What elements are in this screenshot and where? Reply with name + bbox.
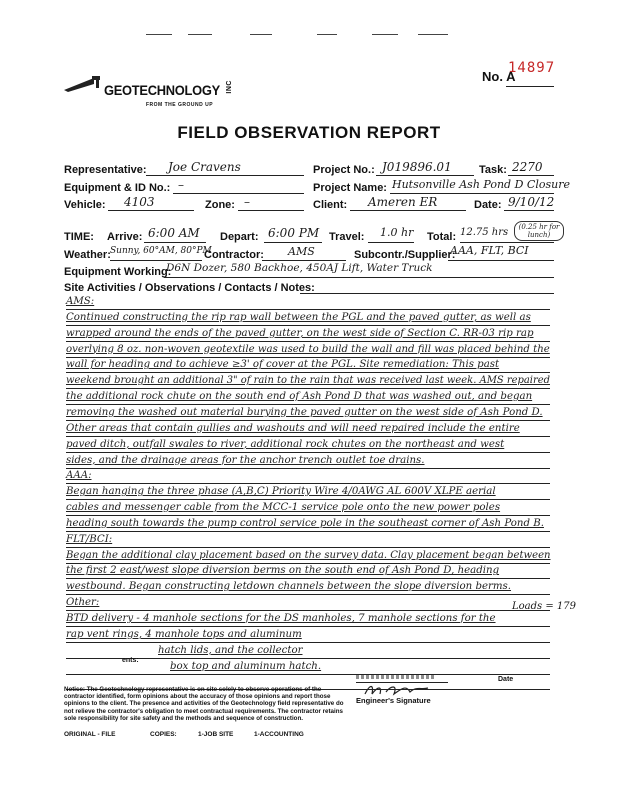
date-label: Date: (474, 199, 502, 211)
report-number-label: No. A (482, 69, 516, 84)
contractor-label: Contractor: (204, 249, 264, 261)
weather-value: Sunny, 60°AM, 80°PM (110, 246, 212, 256)
logo-mark-icon (64, 76, 104, 96)
equipment-working-value: D6N Dozer, 580 Backhoe, 450AJ Lift, Water Truck (166, 262, 433, 274)
notes-line: wall for heading and to achieve ≥3' of cover at the PGL. Site remediation: This past (66, 359, 500, 371)
contractor-underline (262, 259, 346, 261)
notes-ruled-line (66, 594, 550, 595)
notes-line: weekend brought an additional 3" of rain to the rain that was received last week. AMS repaired (66, 375, 550, 387)
company-name: GEOTECHNOLOGY (104, 82, 220, 98)
scan-mark (250, 34, 272, 35)
vehicle-value: 4103 (124, 195, 155, 209)
company-logo (64, 76, 244, 116)
notes-ruled-line (66, 468, 550, 469)
date-signature-label: Date (498, 676, 514, 683)
notes-ruled-line (66, 452, 550, 453)
weather-label: Weather: (64, 249, 111, 261)
notes-line: FLT/BCI: (66, 533, 113, 545)
task-label: Task: (479, 164, 507, 176)
total-value: 12.75 hrs (460, 227, 509, 238)
equipment-id-label: Equipment & ID No.: (64, 182, 171, 194)
equipment-working-label: Equipment Working: (64, 266, 172, 278)
notes-ruled-line (66, 341, 550, 342)
notes-ruled-line (66, 404, 550, 405)
notes-ruled-line (66, 499, 550, 500)
notes-ruled-line (66, 309, 550, 310)
total-label: Total: (427, 231, 457, 243)
notes-line: AMS: (66, 296, 95, 307)
notes-line: Other: (66, 597, 100, 609)
equipment-id-value: – (178, 178, 184, 192)
notes-ruled-line (66, 626, 550, 627)
scan-mark (372, 34, 398, 35)
depart-label: Depart: (220, 231, 259, 243)
weather-underline (110, 259, 202, 261)
vehicle-label: Vehicle: (64, 199, 106, 211)
zone-label: Zone: (205, 199, 235, 211)
notes-line: Began the additional clay placement based on the survey data. Clay placement began between (66, 549, 551, 561)
representative-underline (146, 174, 304, 176)
notes-line: Began hanging the three phase (A,B,C) Priority Wire 4/0AWG AL 600V XLPE aerial (66, 486, 496, 498)
notes-ruled-line (66, 578, 550, 579)
copies-label: COPIES: (150, 731, 177, 738)
loads-note: Loads = 179 (512, 601, 576, 612)
subcontractor-underline (448, 259, 554, 261)
total-note: (0.25 hr for lunch) (514, 221, 564, 241)
notes-line: rap vent rings, 4 manhole tops and aluminum (66, 628, 302, 640)
contractor-value: AMS (288, 245, 315, 258)
notes-line: overlying 8 oz. non-woven geotextile was used to build the wall and fill was placed behind the (66, 343, 550, 355)
attachments-label: ents: (122, 657, 139, 664)
copy-accounting: 1-ACCOUNTING (254, 731, 304, 738)
notes-ruled-line (66, 642, 550, 643)
notes-line: BTD delivery - 4 manhole sections for the DS manholes, 7 manhole sections for the (66, 613, 496, 624)
arrive-underline (144, 241, 206, 243)
notes-ruled-line (66, 563, 550, 564)
total-underline (460, 241, 554, 243)
notes-line: Other areas that contain gullies and washouts and will need repaired include the entire (66, 422, 520, 434)
notes-ruled-line (66, 372, 550, 373)
project-no-label: Project No.: (313, 164, 375, 176)
task-value: 2270 (512, 160, 543, 174)
notes-ruled-line (66, 388, 550, 389)
notes-line: removing the washed out material burying the paved gutter on the west side of Ash Pond D. (66, 406, 543, 418)
project-name-value: Hutsonville Ash Pond D Closure (392, 178, 570, 191)
notes-line: the additional rock chute on the south end of Ash Pond D that was washed out, and began (66, 391, 533, 403)
notes-ruled-line (66, 436, 550, 437)
client-underline (350, 209, 466, 211)
date-signature-line (498, 674, 550, 675)
representative-value: Joe Cravens (168, 160, 241, 174)
notes-section-label: Site Activities / Observations / Contacts / Notes: (64, 282, 315, 294)
vehicle-underline (108, 209, 194, 211)
task-underline (508, 174, 554, 176)
project-no-underline (376, 174, 474, 176)
arrive-value: 6:00 AM (148, 226, 200, 240)
travel-label: Travel: (329, 231, 365, 243)
equipment-working-underline (164, 276, 554, 278)
equipment-id-underline (173, 192, 304, 194)
scan-mark (317, 34, 337, 35)
original-file-label: ORIGINAL - FILE (64, 731, 116, 738)
notes-ruled-line (66, 547, 550, 548)
notes-ruled-line (66, 674, 550, 675)
date-value: 9/10/12 (508, 195, 555, 209)
company-tagline: FROM THE GROUND UP (146, 102, 214, 108)
travel-underline (368, 241, 414, 243)
project-no-value: J019896.01 (382, 160, 452, 174)
notes-ruled-line (66, 515, 550, 516)
company-suffix: INC (226, 80, 233, 94)
notice-text: Notice: The Geotechnology representative is on site solely to observe operations of the contractor identified, form opinions about the accuracy of those opinions and report those opinions to the client. The presence and activities of the Geotechnology field representative do not relieve the contractor's obligation to meet contractual requirements. The contractor retains sole responsibility for site safety and the methods and sequence of construction. (64, 686, 344, 722)
scan-mark (146, 34, 172, 35)
zone-value: – (244, 195, 250, 209)
representative-label: Representative: (64, 164, 147, 176)
project-name-underline (390, 192, 554, 194)
date-underline (504, 209, 554, 211)
notes-line: Continued constructing the rip rap wall between the PGL and the paved gutter, as well as (66, 311, 531, 323)
project-name-label: Project Name: (313, 182, 387, 194)
notes-ruled-line (66, 531, 550, 532)
notes-line: hatch lids, and the collector (158, 644, 303, 656)
depart-underline (264, 241, 322, 243)
notes-ruled-line (66, 357, 550, 358)
travel-value: 1.0 hr (380, 226, 414, 239)
notes-line: AAA: (66, 470, 92, 482)
engineer-signature-label: Engineer's Signature (356, 696, 431, 705)
notes-ruled-line (66, 610, 550, 611)
page-title: FIELD OBSERVATION REPORT (177, 123, 441, 142)
notes-ruled-line (66, 420, 550, 421)
depart-value: 6:00 PM (268, 226, 320, 240)
notes-ruled-line (66, 325, 550, 326)
notes-line: the first 2 east/west slope diversion berms on the south end of Ash Pond D, heading (66, 565, 500, 577)
arrive-label: Arrive: (107, 231, 143, 243)
notes-line: paved ditch, outfall swales to river, additional rock chutes on the northeast and west (66, 438, 505, 450)
notes-header-underline (300, 292, 554, 294)
notes-line: westbound. Began constructing letdown channels between the slope diversion berms. (66, 581, 512, 593)
subcontractor-value: AAA, FLT, BCI (450, 244, 529, 257)
notes-line: cables and messenger cable from the MCC-1 service pole onto the new power poles (66, 502, 501, 514)
notes-line: wrapped around the ends of the paved gutter, on the west side of Section C. RR-03 rip rap (66, 327, 534, 339)
notes-line: box top and aluminum hatch. (170, 660, 322, 672)
scan-mark (188, 34, 212, 35)
scan-mark (418, 34, 448, 35)
report-number-underline (506, 86, 554, 87)
time-label: TIME: (64, 231, 94, 243)
report-number: 14897 (508, 60, 556, 76)
notes-ruled-line (66, 483, 550, 484)
copy-job-site: 1-JOB SITE (198, 731, 234, 738)
signature-scan-mark (356, 675, 434, 679)
notes-line: sides, and the drainage areas for the anchor trench outlet toe drains. (66, 454, 425, 466)
zone-underline (238, 209, 304, 211)
client-label: Client: (313, 199, 348, 211)
subcontractor-label: Subcontr./Supplier: (354, 249, 456, 261)
client-value: Ameren ER (368, 195, 438, 209)
notes-line: heading south towards the pump control service pole in the southeast corner of Ash Pond B. (66, 517, 544, 529)
